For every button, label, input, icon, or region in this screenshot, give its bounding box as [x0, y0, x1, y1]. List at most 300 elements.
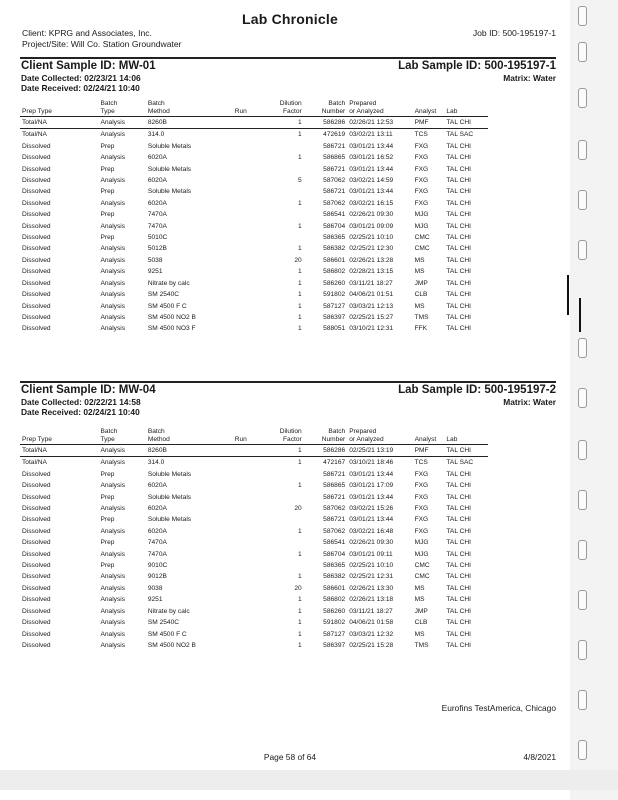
cell-dilution-factor: 1	[298, 268, 302, 276]
table-row	[20, 232, 488, 243]
cell-prep-type: Dissolved	[22, 505, 51, 513]
cell-run	[233, 560, 270, 571]
cell-prep-type: Dissolved	[22, 641, 51, 649]
cell-batch-type: Analysis	[100, 279, 126, 287]
column-header-line: Lab	[446, 108, 458, 115]
binder-hole	[578, 140, 587, 160]
cell-prepared-date: 02/26/21 13:30	[349, 584, 394, 592]
cell-run	[233, 266, 270, 277]
cell-run	[233, 129, 270, 141]
cell-prep-type: Dissolved	[22, 470, 51, 478]
cell-dilution-factor: 1	[298, 550, 302, 558]
job-id: Job ID: 500-195197-1	[472, 28, 556, 38]
cell-run	[233, 457, 270, 469]
cell-prepared-date: 03/01/21 13:44	[349, 470, 394, 478]
cell-run	[233, 571, 270, 582]
cell-run	[233, 537, 270, 548]
cell-batch-number: 472619	[323, 131, 346, 139]
table-row	[20, 289, 488, 300]
cell-batch-type: Analysis	[100, 199, 126, 207]
cell-lab: TAL CHI	[446, 539, 471, 547]
cell-batch-type: Analysis	[100, 550, 126, 558]
cell-run	[233, 445, 270, 457]
scan-mark	[579, 298, 581, 332]
cell-lab: TAL CHI	[446, 607, 471, 615]
cell-dilution-factor: 1	[270, 117, 304, 129]
cell-prepared-date: 02/25/21 12:30	[349, 245, 394, 253]
cell-analyst: TCS	[414, 459, 428, 467]
cell-batch-number: 472167	[323, 459, 346, 467]
date-collected: Date Collected: 02/23/21 14:06	[21, 72, 141, 83]
cell-batch-type: Analysis	[100, 177, 126, 185]
cell-dilution-factor: 1	[298, 154, 302, 162]
cell-dilution-factor: 1	[298, 222, 302, 230]
cell-batch-type: Analysis	[100, 573, 126, 581]
cell-dilution-factor	[270, 514, 304, 525]
cell-run	[233, 117, 270, 129]
cell-analyst: CLB	[414, 291, 428, 299]
column-header-lab	[444, 428, 488, 445]
cell-prep-type: Total/NA	[22, 459, 47, 467]
cell-batch-method: 6020A	[147, 199, 167, 207]
cell-analyst: MS	[414, 256, 425, 264]
table-row	[20, 629, 488, 640]
cell-lab: TAL CHI	[446, 291, 471, 299]
footer-company: Eurofins TestAmerica, Chicago	[441, 703, 556, 713]
cell-batch-number: 586865	[323, 154, 346, 162]
cell-prepared-date: 04/06/21 01:58	[349, 619, 394, 627]
cell-prep-type: Dissolved	[22, 516, 51, 524]
cell-batch-type: Prep	[100, 165, 115, 173]
column-header-line: Batch	[328, 428, 346, 435]
cell-batch-type: Analysis	[100, 131, 126, 139]
cell-prep-type: Dissolved	[22, 550, 51, 558]
table-row	[20, 514, 488, 525]
table-row	[20, 617, 488, 628]
cell-batch-number: 586802	[323, 596, 346, 604]
cell-batch-type: Prep	[100, 142, 115, 150]
matrix: Matrix: Water	[503, 72, 556, 83]
cell-dilution-factor: 1	[270, 445, 304, 457]
cell-prep-type: Dissolved	[22, 527, 51, 535]
cell-batch-type: Analysis	[100, 596, 126, 604]
column-header-prep-type	[20, 428, 98, 445]
cell-batch-type: Analysis	[98, 445, 145, 457]
cell-batch-method: 7470A	[147, 211, 167, 219]
sample-dates	[21, 397, 141, 417]
binder-hole	[578, 388, 587, 408]
cell-analyst: MJG	[414, 539, 429, 547]
cell-lab: TAL CHI	[446, 470, 471, 478]
cell-batch-number: 586365	[323, 234, 346, 242]
cell-dilution-factor: 1	[298, 313, 302, 321]
column-header-line: Factor	[283, 108, 302, 115]
column-header-line: Batch	[328, 100, 346, 107]
cell-analyst: CMC	[414, 573, 430, 581]
cell-dilution-factor: 1	[298, 573, 302, 581]
cell-prep-type: Dissolved	[22, 245, 51, 253]
cell-prepared-date: 03/10/21 12:31	[349, 325, 394, 333]
cell-run	[233, 152, 270, 163]
lab-sample-id: Lab Sample ID: 500-195197-2	[398, 383, 556, 396]
table-row	[20, 266, 488, 277]
cell-run	[233, 514, 270, 525]
cell-run	[233, 289, 270, 300]
cell-batch-type: Analysis	[100, 459, 126, 467]
cell-dilution-factor: 20	[294, 256, 302, 264]
cell-analyst: MS	[414, 596, 425, 604]
cell-dilution-factor: 20	[294, 584, 302, 592]
cell-batch-method: Nitrate by calc	[147, 279, 190, 287]
cell-lab: TAL CHI	[446, 177, 471, 185]
cell-batch-method: Soluble Metals	[147, 188, 192, 196]
table-row	[20, 492, 488, 503]
cell-analyst: CMC	[414, 234, 430, 242]
cell-batch-type: Analysis	[100, 482, 126, 490]
cell-analyst: FXG	[414, 188, 429, 196]
table-row	[20, 457, 488, 469]
cell-prepared-date: 03/01/21 09:11	[349, 550, 393, 558]
cell-dilution-factor: 1	[298, 199, 302, 207]
cell-prepared-date: 02/26/21 12:53	[347, 117, 412, 129]
cell-prep-type: Total/NA	[22, 131, 47, 139]
binder-hole	[578, 240, 587, 260]
column-header-line: Method	[147, 436, 170, 443]
cell-batch-method: 7470A	[147, 222, 167, 230]
column-header-line: Batch	[147, 428, 165, 435]
cell-batch-type: Prep	[100, 539, 115, 547]
cell-run	[233, 301, 270, 312]
cell-batch-number: 591802	[323, 619, 346, 627]
cell-analyst: MS	[414, 584, 425, 592]
table-header-row	[20, 428, 488, 445]
cell-lab: TAL CHI	[446, 211, 471, 219]
column-header-line: Prepared	[349, 100, 377, 107]
table-row	[20, 164, 488, 175]
cell-prepared-date: 03/01/21 13:44	[349, 493, 394, 501]
cell-batch-number: 587127	[323, 302, 346, 310]
cell-batch-method: 6020A	[147, 505, 167, 513]
column-header-line: Batch	[147, 100, 165, 107]
column-header-line: Run	[234, 108, 247, 115]
table-row	[20, 186, 488, 197]
client-sample-id: Client Sample ID: MW-04	[21, 383, 156, 396]
project-line: Project/Site: Will Co. Station Groundwater	[22, 39, 182, 49]
cell-analyst: FXG	[414, 505, 429, 513]
cell-analyst: FXG	[414, 482, 429, 490]
cell-lab: TAL CHI	[446, 302, 471, 310]
cell-prep-type: Dissolved	[22, 482, 51, 490]
cell-prep-type: Dissolved	[22, 188, 51, 196]
cell-prep-type: Dissolved	[22, 291, 51, 299]
cell-dilution-factor: 1	[298, 527, 302, 535]
table-row	[20, 445, 488, 457]
cell-run	[233, 255, 270, 266]
cell-batch-number: 586704	[323, 222, 346, 230]
chronicle-table-wrap	[20, 100, 556, 335]
cell-prep-type: Dissolved	[22, 199, 51, 207]
cell-batch-type: Analysis	[100, 619, 126, 627]
cell-dilution-factor: 5	[298, 177, 302, 185]
cell-dilution-factor	[270, 469, 304, 480]
cell-prepared-date: 02/26/21 09:30	[349, 539, 394, 547]
column-header-line: Type	[100, 436, 115, 443]
cell-prepared-date: 02/25/21 15:27	[349, 313, 394, 321]
cell-batch-method: 6020A	[147, 154, 167, 162]
cell-prep-type: Dissolved	[22, 142, 51, 150]
cell-batch-number: 586286	[304, 445, 347, 457]
table-row	[20, 175, 488, 186]
cell-prepared-date: 03/01/21 16:52	[349, 154, 394, 162]
binder-hole	[578, 690, 587, 710]
table-row	[20, 243, 488, 254]
cell-lab: TAL SAC	[446, 131, 474, 139]
cell-lab: TAL CHI	[444, 445, 488, 457]
cell-prep-type: Dissolved	[22, 619, 51, 627]
cell-run	[233, 594, 270, 605]
table-row	[20, 221, 488, 232]
column-header-prep-type	[20, 100, 98, 117]
cell-batch-type: Analysis	[100, 245, 126, 253]
cell-prepared-date: 02/25/21 10:10	[349, 562, 394, 570]
cell-prepared-date: 03/02/21 16:48	[349, 527, 394, 535]
cell-batch-method: SM 2540C	[147, 291, 179, 299]
column-header-line: Prep Type	[22, 436, 52, 443]
table-row	[20, 560, 488, 571]
cell-analyst: MJG	[414, 222, 429, 230]
cell-analyst: TMS	[414, 313, 429, 321]
cell-batch-type: Analysis	[100, 268, 126, 276]
cell-lab: TAL CHI	[446, 245, 471, 253]
table-row	[20, 526, 488, 537]
column-header-batch-number	[304, 428, 347, 445]
cell-batch-type: Analysis	[100, 291, 126, 299]
cell-analyst: MJG	[414, 211, 429, 219]
cell-run	[233, 480, 270, 491]
cell-prep-type: Dissolved	[22, 562, 51, 570]
cell-analyst: FXG	[414, 199, 429, 207]
binder-hole	[578, 190, 587, 210]
cell-batch-number: 586721	[323, 493, 346, 501]
cell-analyst: MS	[414, 630, 425, 638]
cell-batch-number: 586721	[323, 188, 346, 196]
cell-batch-type: Prep	[100, 234, 115, 242]
table-row	[20, 606, 488, 617]
cell-batch-method: 5038	[147, 256, 163, 264]
cell-dilution-factor	[270, 164, 304, 175]
cell-run	[233, 198, 270, 209]
cell-batch-method: SM 2540C	[147, 619, 179, 627]
cell-batch-type: Prep	[100, 562, 115, 570]
table-row	[20, 583, 488, 594]
cell-lab: TAL SAC	[446, 459, 474, 467]
cell-batch-type: Prep	[100, 470, 115, 478]
table-row	[20, 480, 488, 491]
cell-lab: TAL CHI	[446, 482, 471, 490]
cell-run	[233, 583, 270, 594]
cell-analyst: FXG	[414, 516, 429, 524]
cell-batch-number: 591802	[323, 291, 346, 299]
binder-hole	[578, 338, 587, 358]
date-received: Date Received: 02/24/21 10:40	[21, 406, 140, 417]
column-header-batch-type	[98, 428, 145, 445]
cell-batch-method: 7470A	[147, 550, 167, 558]
cell-prepared-date: 02/25/21 15:28	[349, 641, 394, 649]
cell-prepared-date: 03/11/21 18:27	[349, 607, 393, 615]
table-row	[20, 312, 488, 323]
cell-run	[233, 469, 270, 480]
cell-batch-number: 586286	[304, 117, 347, 129]
cell-prep-type: Dissolved	[22, 154, 51, 162]
table-row	[20, 323, 488, 334]
cell-lab: TAL CHI	[446, 630, 471, 638]
cell-batch-number: 586260	[323, 279, 346, 287]
binder-hole	[578, 88, 587, 108]
cell-batch-method: 9010C	[147, 562, 168, 570]
cell-batch-number: 587127	[323, 630, 346, 638]
cell-prep-type: Dissolved	[22, 222, 51, 230]
cell-dilution-factor: 1	[298, 325, 302, 333]
cell-prep-type: Dissolved	[22, 234, 51, 242]
cell-batch-method: Soluble Metals	[147, 142, 192, 150]
cell-prepared-date: 02/26/21 09:30	[349, 211, 394, 219]
cell-prep-type: Dissolved	[22, 493, 51, 501]
cell-batch-type: Analysis	[100, 584, 126, 592]
table-row	[20, 469, 488, 480]
cell-run	[233, 492, 270, 503]
cell-dilution-factor: 1	[298, 302, 302, 310]
cell-prepared-date: 03/02/21 13:11	[349, 131, 393, 139]
cell-lab: TAL CHI	[446, 505, 471, 513]
cell-batch-number: 586365	[323, 562, 346, 570]
cell-prepared-date: 03/01/21 13:44	[349, 165, 394, 173]
column-header-line: Number	[321, 108, 346, 115]
cell-analyst: MS	[414, 302, 425, 310]
cell-dilution-factor: 1	[298, 279, 302, 287]
cell-analyst: PMF	[413, 117, 445, 129]
cell-prep-type: Dissolved	[22, 256, 51, 264]
cell-prepared-date: 03/03/21 12:13	[349, 302, 394, 310]
column-header-line: Analyst	[414, 108, 437, 115]
cell-batch-number: 586721	[323, 470, 346, 478]
cell-lab: TAL CHI	[446, 573, 471, 581]
cell-lab: TAL CHI	[446, 234, 471, 242]
client-line: Client: KPRG and Associates, Inc.	[22, 28, 152, 38]
cell-dilution-factor	[270, 186, 304, 197]
cell-prepared-date: 03/02/21 16:15	[349, 199, 394, 207]
column-header-lab	[444, 100, 488, 117]
chronicle-table	[20, 428, 488, 651]
cell-analyst: MJG	[414, 550, 429, 558]
table-row	[20, 640, 488, 651]
cell-analyst: CMC	[414, 245, 430, 253]
cell-dilution-factor: 1	[298, 596, 302, 604]
column-header-line: Type	[100, 108, 115, 115]
cell-batch-number: 586721	[323, 516, 346, 524]
column-header-batch-number	[304, 100, 347, 117]
cell-batch-type: Analysis	[100, 630, 126, 638]
cell-dilution-factor	[270, 537, 304, 548]
table-row	[20, 278, 488, 289]
cell-batch-number: 586541	[323, 539, 346, 547]
table-row	[20, 549, 488, 560]
cell-batch-method: SM 4500 F C	[147, 302, 187, 310]
cell-batch-number: 586397	[323, 641, 346, 649]
cell-dilution-factor: 1	[298, 291, 302, 299]
cell-run	[233, 141, 270, 152]
cell-batch-type: Analysis	[100, 641, 126, 649]
cell-batch-type: Analysis	[98, 117, 145, 129]
table-row	[20, 301, 488, 312]
cell-lab: TAL CHI	[446, 641, 471, 649]
binder-hole	[578, 440, 587, 460]
cell-lab: TAL CHI	[446, 142, 471, 150]
page-number: Page 58 of 64	[263, 752, 317, 762]
cell-dilution-factor: 1	[298, 607, 302, 615]
cell-batch-method: Soluble Metals	[147, 493, 192, 501]
column-header-line: Method	[147, 108, 170, 115]
column-header-line: or Analyzed	[349, 436, 384, 443]
cell-batch-method: Soluble Metals	[147, 516, 192, 524]
cell-run	[233, 221, 270, 232]
client-sample-id: Client Sample ID: MW-01	[21, 59, 156, 72]
cell-prep-type: Dissolved	[22, 630, 51, 638]
cell-batch-type: Prep	[100, 493, 115, 501]
cell-analyst: FXG	[414, 493, 429, 501]
cell-prepared-date: 03/01/21 09:09	[349, 222, 394, 230]
cell-analyst: FXG	[414, 177, 429, 185]
cell-run	[233, 606, 270, 617]
cell-batch-number: 586704	[323, 550, 346, 558]
column-header-batch-method	[146, 428, 233, 445]
cell-lab: TAL CHI	[446, 493, 471, 501]
cell-analyst: JMP	[414, 607, 428, 615]
cell-batch-method: SM 4500 NO3 F	[147, 325, 196, 333]
binder-hole	[578, 640, 587, 660]
cell-batch-type: Analysis	[100, 325, 126, 333]
cell-lab: TAL CHI	[446, 619, 471, 627]
cell-batch-method: SM 4500 NO2 B	[147, 313, 196, 321]
cell-batch-method: 9038	[147, 584, 163, 592]
cell-lab: TAL CHI	[446, 562, 471, 570]
cell-batch-method: Soluble Metals	[147, 165, 192, 173]
cell-batch-number: 586260	[323, 607, 346, 615]
cell-run	[233, 186, 270, 197]
footer-date: 4/8/2021	[523, 752, 556, 762]
table-row	[20, 571, 488, 582]
table-row	[20, 537, 488, 548]
cell-lab: TAL CHI	[446, 279, 471, 287]
table-row	[20, 255, 488, 266]
cell-batch-method: 314.0	[147, 459, 165, 467]
cell-prep-type: Dissolved	[22, 211, 51, 219]
cell-prepared-date: 02/25/21 12:31	[349, 573, 394, 581]
cell-batch-method: 5010C	[147, 234, 168, 242]
cell-analyst: FXG	[414, 470, 429, 478]
cell-analyst: PMF	[413, 445, 445, 457]
cell-batch-method: 9012B	[147, 573, 167, 581]
cell-prepared-date: 03/01/21 13:44	[349, 516, 394, 524]
cell-run	[233, 175, 270, 186]
sample-header	[20, 59, 556, 93]
cell-run	[233, 617, 270, 628]
table-row	[20, 209, 488, 220]
cell-prepared-date: 02/26/21 13:28	[349, 256, 394, 264]
column-header-batch-type	[98, 100, 145, 117]
cell-batch-type: Analysis	[100, 313, 126, 321]
cell-batch-number: 586601	[323, 584, 346, 592]
column-header-batch-method	[146, 100, 233, 117]
